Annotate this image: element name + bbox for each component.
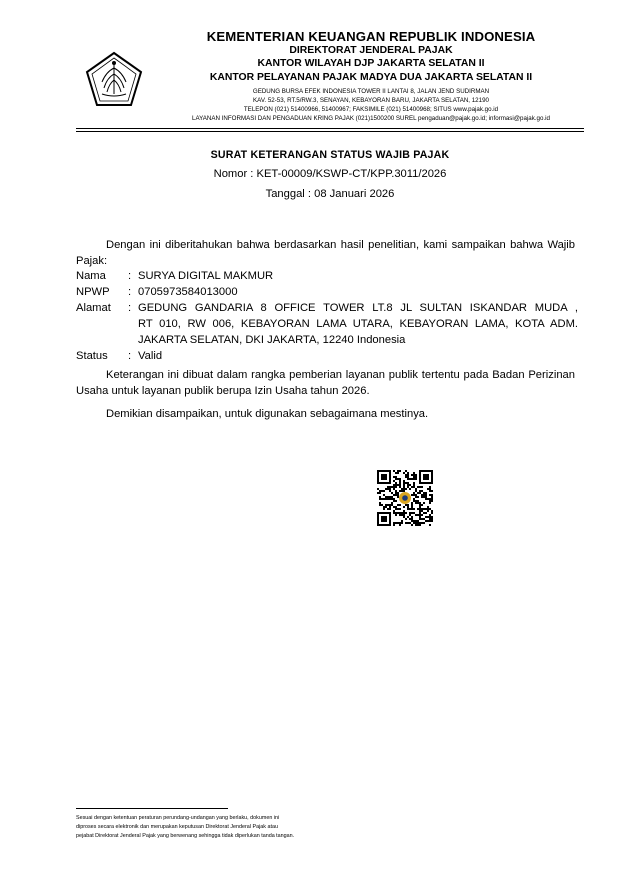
purpose-paragraph: Keterangan ini dibuat dalam rangka pemberian layanan publik tertentu pada Badan Perizinan Usaha untuk layanan publik berupa Izin Usaha tahun 2026. — [76, 369, 575, 397]
taxpayer-status: Valid — [138, 350, 163, 362]
qr-code-icon — [377, 470, 433, 526]
field-label: Status — [76, 350, 108, 362]
djp-emblem-icon — [84, 50, 144, 110]
taxpayer-address — [138, 300, 578, 348]
office-info-line: LAYANAN INFORMASI DAN PENGADUAN KRING PAJAK (021)1500200 SUREL pengaduan@pajak.go.id; informasi@pajak.go.id — [192, 115, 550, 122]
address-line: GEDUNG GANDARIA 8 OFFICE TOWER LT.8 JL SULTAN ISKANDAR MUDA , — [138, 302, 578, 314]
intro-paragraph: Dengan ini diberitahukan bahwa berdasarkan hasil penelitian, kami sampaikan bahwa Wajib Pajak: — [76, 239, 575, 267]
footnote-line: Sesuai dengan ketentuan peraturan perundang-undangan yang berlaku, dokumen ini — [76, 815, 280, 821]
field-colon: : — [128, 302, 132, 314]
document-number: Nomor : KET-00009/KSWP-CT/KPP.3011/2026 — [213, 168, 447, 180]
regional-office-name: KANTOR WILAYAH DJP JAKARTA SELATAN II — [257, 58, 485, 69]
taxpayer-npwp: 0705973584013000 — [138, 286, 238, 298]
closing-paragraph: Demikian disampaikan, untuk digunakan sebagaimana mestinya. — [106, 408, 429, 420]
footnote-divider — [76, 808, 228, 809]
field-colon: : — [128, 286, 132, 298]
directorate-name: DIREKTORAT JENDERAL PAJAK — [289, 45, 453, 56]
footnote-line: diproses secara elektronik dan merupakan keputusan Direktorat Jenderal Pajak atau — [76, 824, 278, 830]
letterhead-divider-thin — [76, 131, 584, 132]
office-address-line-1: GEDUNG BURSA EFEK INDONESIA TOWER II LANTAI 8, JALAN JEND SUDIRMAN — [252, 88, 490, 95]
document-date: Tanggal : 08 Januari 2026 — [265, 188, 395, 200]
field-colon: : — [128, 350, 132, 362]
letterhead-divider-thick — [76, 128, 584, 129]
address-line: RT 010, RW 006, KEBAYORAN LAMA UTARA, KEBAYORAN LAMA, KOTA ADM. — [138, 318, 578, 330]
tax-office-name: KANTOR PELAYANAN PAJAK MADYA DUA JAKARTA SELATAN II — [209, 72, 533, 83]
ministry-name: KEMENTERIAN KEUANGAN REPUBLIK INDONESIA — [206, 29, 536, 44]
field-colon: : — [128, 270, 132, 282]
field-label: NPWP — [76, 286, 110, 298]
office-address-line-2: KAV. 52-53, RT.5/RW.3, SENAYAN, KEBAYORAN BARU, JAKARTA SELATAN, 12190 — [253, 97, 489, 104]
field-label: Alamat — [76, 302, 111, 314]
footnote-line: pejabat Direktorat Jenderal Pajak yang berwenang sehingga tidak diperlukan tanda tangan. — [76, 833, 295, 839]
address-line: JAKARTA SELATAN, DKI JAKARTA, 12240 Indonesia — [138, 334, 406, 346]
taxpayer-name: SURYA DIGITAL MAKMUR — [138, 270, 274, 282]
document-title: SURAT KETERANGAN STATUS WAJIB PAJAK — [210, 149, 450, 161]
field-label: Nama — [76, 270, 106, 282]
office-contact-line: TELEPON (021) 51400966, 51400967; FAKSIMILE (021) 51400968; SITUS www.pajak.go.id — [243, 106, 499, 113]
